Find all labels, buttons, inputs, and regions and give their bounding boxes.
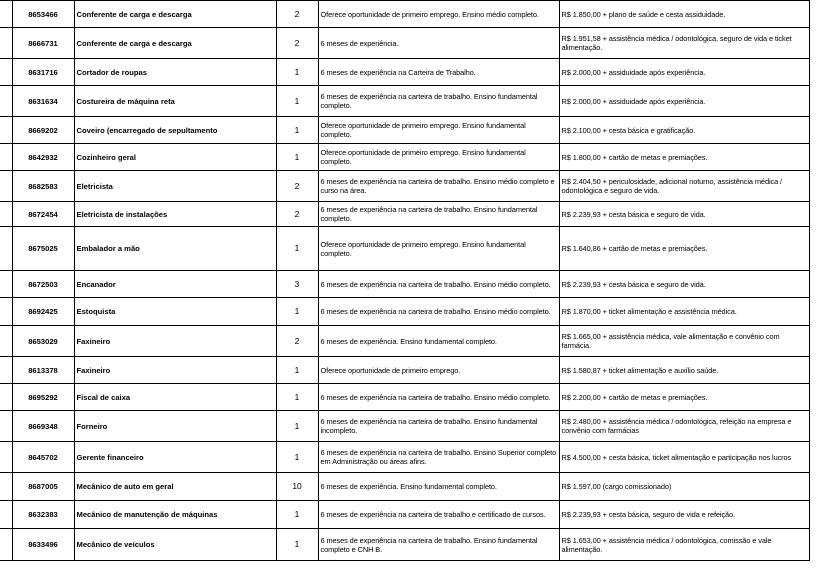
vacancy-count: 1 <box>276 384 318 411</box>
row-margin-cell <box>0 529 12 561</box>
table-row <box>0 59 809 86</box>
vacancy-code: 8669348 <box>12 411 74 442</box>
requirements-text: 6 meses de experiência. Ensino fundamental completo. <box>318 473 559 501</box>
occupation-name: Forneiro <box>74 411 276 442</box>
vacancy-code: 8631716 <box>12 59 74 86</box>
table-row <box>0 28 809 59</box>
row-margin-cell <box>0 298 12 326</box>
table-row <box>0 357 809 384</box>
vacancy-count: 1 <box>276 59 318 86</box>
salary-benefits-text: R$ 2.000,00 + assiduidade após experiência. <box>559 86 809 117</box>
vacancy-code: 8672454 <box>12 202 74 227</box>
occupation-name: Cortador de roupas <box>74 59 276 86</box>
salary-benefits-text: R$ 2.480,00 + assistência médica / odontológica, refeição na empresa e convênio com farmácias <box>559 411 809 442</box>
vacancy-count: 1 <box>276 144 318 171</box>
row-margin-cell <box>0 86 12 117</box>
table-row <box>0 86 809 117</box>
salary-benefits-text: R$ 1.580,87 + ticket alimentação e auxílio saúde. <box>559 357 809 384</box>
requirements-text: 6 meses de experiência na carteira de trabalho. Ensino médio completo e curso na área. <box>318 171 559 202</box>
table-row <box>0 501 809 529</box>
salary-benefits-text: R$ 1.951,58 + assistência médica / odontológica, seguro de vida e ticket alimentação. <box>559 28 809 59</box>
table-row <box>0 227 809 271</box>
vacancy-code: 8633496 <box>12 529 74 561</box>
row-margin-cell <box>0 171 12 202</box>
row-margin-cell <box>0 501 12 529</box>
row-margin-cell <box>0 473 12 501</box>
row-margin-cell <box>0 28 12 59</box>
occupation-name: Conferente de carga e descarga <box>74 1 276 28</box>
occupation-name: Embalador a mão <box>74 227 276 271</box>
vacancy-code: 8631634 <box>12 86 74 117</box>
row-margin-cell <box>0 202 12 227</box>
requirements-text: 6 meses de experiência na carteira de trabalho. Ensino fundamental incompleto. <box>318 411 559 442</box>
row-margin-cell <box>0 357 12 384</box>
occupation-name: Mecânico de manutenção de máquinas <box>74 501 276 529</box>
table-row <box>0 473 809 501</box>
occupation-name: Encanador <box>74 271 276 298</box>
occupation-name: Gerente financeiro <box>74 442 276 473</box>
requirements-text: 6 meses de experiência. Ensino fundamental completo. <box>318 326 559 357</box>
vacancy-code: 8653029 <box>12 326 74 357</box>
occupation-name: Mecânico de veículos <box>74 529 276 561</box>
row-margin-cell <box>0 411 12 442</box>
row-margin-cell <box>0 326 12 357</box>
row-margin-cell <box>0 384 12 411</box>
salary-benefits-text: R$ 1.653,00 + assistência médica / odontológica, comissão e vale alimentação. <box>559 529 809 561</box>
occupation-name: Eletricista de instalações <box>74 202 276 227</box>
occupation-name: Faxineiro <box>74 357 276 384</box>
row-margin-cell <box>0 117 12 144</box>
salary-benefits-text: R$ 2.100,00 + cesta básica e gratificação. <box>559 117 809 144</box>
requirements-text: Oferece oportunidade de primeiro emprego. Ensino fundamental completo. <box>318 117 559 144</box>
vacancy-count: 1 <box>276 117 318 144</box>
vacancy-code: 8666731 <box>12 28 74 59</box>
salary-benefits-text: R$ 1.640,86 + cartão de metas e premiações. <box>559 227 809 271</box>
table-row <box>0 442 809 473</box>
table-body <box>0 1 809 561</box>
vacancy-count: 10 <box>276 473 318 501</box>
salary-benefits-text: R$ 1.800,00 + cartão de metas e premiações. <box>559 144 809 171</box>
requirements-text: 6 meses de experiência na carteira de trabalho. Ensino fundamental completo. <box>318 86 559 117</box>
vacancy-code: 8695292 <box>12 384 74 411</box>
vacancy-count: 2 <box>276 202 318 227</box>
table-row <box>0 326 809 357</box>
table-row <box>0 117 809 144</box>
row-margin-cell <box>0 442 12 473</box>
vacancy-count: 1 <box>276 501 318 529</box>
table-row <box>0 298 809 326</box>
vacancy-code: 8682583 <box>12 171 74 202</box>
vacancy-count: 1 <box>276 442 318 473</box>
salary-benefits-text: R$ 2.200,00 + cartão de metas e premiações. <box>559 384 809 411</box>
requirements-text: 6 meses de experiência na carteira de trabalho. Ensino fundamental completo. <box>318 202 559 227</box>
requirements-text: 6 meses de experiência na carteira de trabalho. Ensino médio completo. <box>318 384 559 411</box>
occupation-name: Conferente de carga e descarga <box>74 28 276 59</box>
occupation-name: Eletricista <box>74 171 276 202</box>
occupation-name: Cozinheiro geral <box>74 144 276 171</box>
vacancy-count: 2 <box>276 326 318 357</box>
occupation-name: Costureira de máquina reta <box>74 86 276 117</box>
vacancy-count: 2 <box>276 171 318 202</box>
table-row <box>0 202 809 227</box>
table-row <box>0 384 809 411</box>
occupation-name: Faxineiro <box>74 326 276 357</box>
vacancy-count: 1 <box>276 86 318 117</box>
requirements-text: 6 meses de experiência na Carteira de Trabalho. <box>318 59 559 86</box>
vacancy-code: 8645702 <box>12 442 74 473</box>
vacancy-code: 8642932 <box>12 144 74 171</box>
vacancy-code: 8687005 <box>12 473 74 501</box>
salary-benefits-text: R$ 2.239,93 + cesta básica, seguro de vida e refeição. <box>559 501 809 529</box>
vacancy-count: 2 <box>276 1 318 28</box>
vacancy-code: 8632383 <box>12 501 74 529</box>
requirements-text: Oferece oportunidade de primeiro emprego. Ensino médio completo. <box>318 1 559 28</box>
row-margin-cell <box>0 59 12 86</box>
occupation-name: Mecânico de auto em geral <box>74 473 276 501</box>
salary-benefits-text: R$ 1.597,00 (cargo comissionado) <box>559 473 809 501</box>
salary-benefits-text: R$ 2.239,93 + cesta básica e seguro de vida. <box>559 271 809 298</box>
salary-benefits-text: R$ 1.665,00 + assistência médica, vale alimentação e convênio com farmácia. <box>559 326 809 357</box>
vacancy-count: 1 <box>276 529 318 561</box>
salary-benefits-text: R$ 1.870,00 + ticket alimentação e assistência médica. <box>559 298 809 326</box>
salary-benefits-text: R$ 1.850,00 + plano de saúde e cesta assiduidade. <box>559 1 809 28</box>
vacancy-code: 8613378 <box>12 357 74 384</box>
requirements-text: Oferece oportunidade de primeiro emprego. Ensino fundamental completo. <box>318 227 559 271</box>
requirements-text: Oferece oportunidade de primeiro emprego. <box>318 357 559 384</box>
vacancy-count: 1 <box>276 411 318 442</box>
salary-benefits-text: R$ 2.239,93 + cesta básica e seguro de vida. <box>559 202 809 227</box>
requirements-text: 6 meses de experiência na carteira de trabalho. Ensino médio completo. <box>318 298 559 326</box>
requirements-text: 6 meses de experiência na carteira de trabalho. Ensino fundamental completo e CNH B. <box>318 529 559 561</box>
salary-benefits-text: R$ 2.000,00 + assiduidade após experiência. <box>559 59 809 86</box>
vacancy-code: 8669202 <box>12 117 74 144</box>
vacancy-count: 2 <box>276 28 318 59</box>
occupation-name: Estoquista <box>74 298 276 326</box>
table-row <box>0 1 809 28</box>
requirements-text: Oferece oportunidade de primeiro emprego. Ensino fundamental completo. <box>318 144 559 171</box>
vacancy-count: 1 <box>276 298 318 326</box>
table-row <box>0 144 809 171</box>
row-margin-cell <box>0 144 12 171</box>
vacancy-count: 1 <box>276 227 318 271</box>
requirements-text: 6 meses de experiência na carteira de trabalho. Ensino médio completo. <box>318 271 559 298</box>
salary-benefits-text: R$ 2.404,50 + periculosidade, adicional noturno, assistência médica / odontológica e seguro de vida. <box>559 171 809 202</box>
requirements-text: 6 meses de experiência na carteira de trabalho e certificado de cursos. <box>318 501 559 529</box>
vacancy-code: 8672503 <box>12 271 74 298</box>
table-row <box>0 271 809 298</box>
salary-benefits-text: R$ 4.500,00 + cesta básica, ticket alimentação e participação nos lucros <box>559 442 809 473</box>
table-row <box>0 411 809 442</box>
vacancy-code: 8653466 <box>12 1 74 28</box>
vacancy-code: 8675025 <box>12 227 74 271</box>
row-margin-cell <box>0 227 12 271</box>
requirements-text: 6 meses de experiência na carteira de trabalho. Ensino Superior completo em Administração ou áreas afins. <box>318 442 559 473</box>
table-row <box>0 171 809 202</box>
vacancy-count: 1 <box>276 357 318 384</box>
vacancy-code: 8692425 <box>12 298 74 326</box>
occupation-name: Coveiro (encarregado de sepultamento <box>74 117 276 144</box>
requirements-text: 6 meses de experiência. <box>318 28 559 59</box>
table-row <box>0 529 809 561</box>
row-margin-cell <box>0 1 12 28</box>
occupation-name: Fiscal de caixa <box>74 384 276 411</box>
row-margin-cell <box>0 271 12 298</box>
vacancy-count: 3 <box>276 271 318 298</box>
